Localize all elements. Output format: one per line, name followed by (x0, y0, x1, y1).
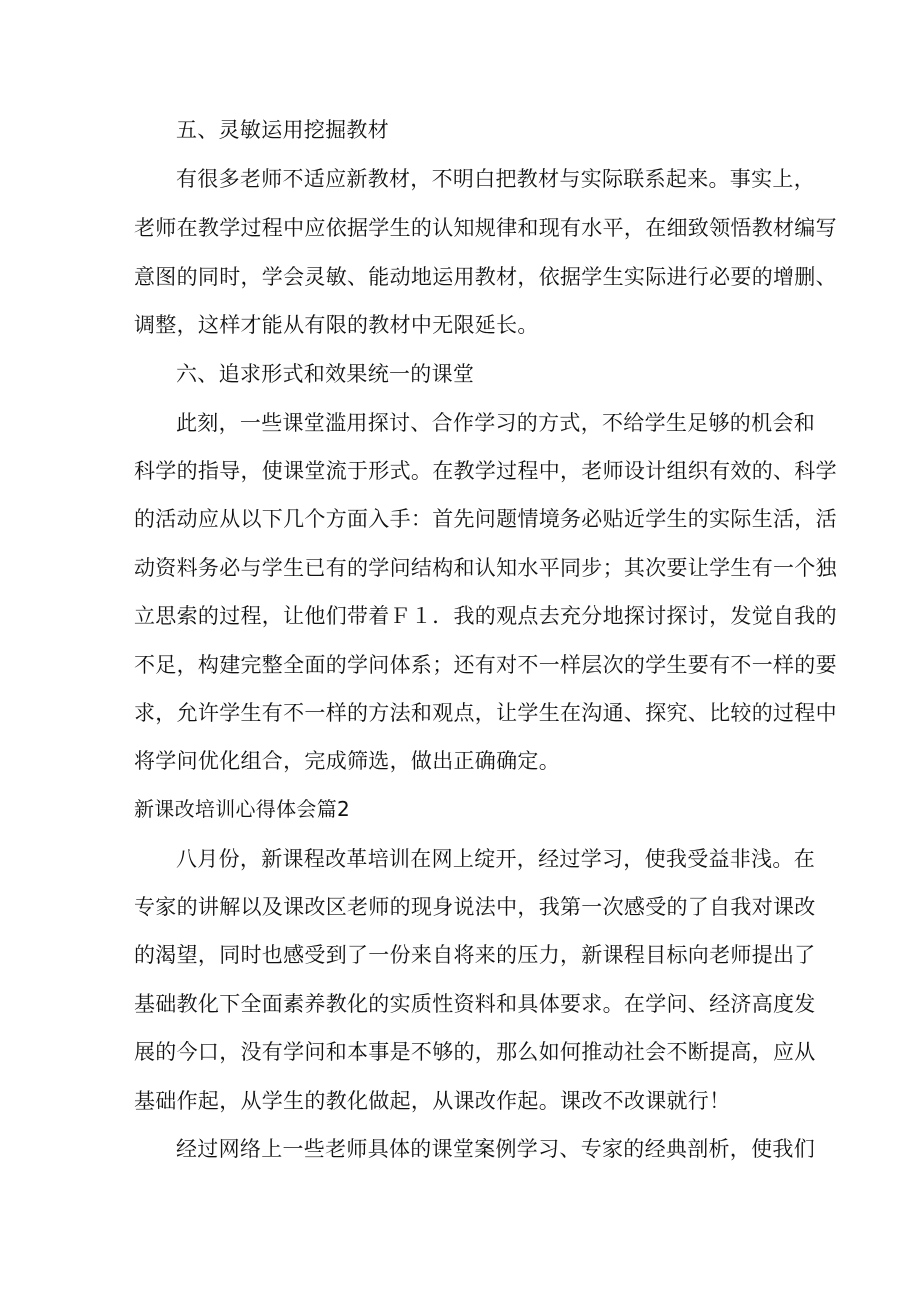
paragraph-line: 求，允许学生有不一样的方法和观点，让学生在沟通、探究、比较的过程中 (134, 701, 837, 725)
paragraph-line: 基础教化下全面素养教化的实质性资料和具体要求。在学问、经济高度发 (134, 992, 816, 1016)
paragraph-line: 的渴望，同时也感受到了一份来自将来的压力，新课程目标向老师提出了 (134, 943, 816, 967)
paragraph-line: 有很多老师不适应新教材，不明白把教材与实际联系起来。事实上， (176, 167, 815, 191)
section-heading-6: 六、追求形式和效果统一的课堂 (176, 362, 475, 386)
paragraph-line: 不足，构建完整全面的学问体系；还有对不一样层次的学生要有不一样的要 (134, 653, 837, 677)
paragraph-line: 意图的同时，学会灵敏、能动地运用教材，依据学生实际进行必要的增删、 (134, 265, 837, 289)
paragraph-line: 基础作起，从学生的教化做起，从课改作起。课改不改课就行！ (134, 1089, 731, 1113)
paragraph-line: 专家的讲解以及课改区老师的现身说法中，我第一次感受的了自我对课改 (134, 895, 816, 919)
paragraph-line: 八月份，新课程改革培训在网上绽开，经过学习，使我受益非浅。在 (176, 847, 815, 871)
paragraph-line: 此刻，一些课堂滥用探讨、合作学习的方式，不给学生足够的机会和 (176, 411, 815, 435)
section-heading-5: 五、灵敏运用挖掘教材 (176, 118, 389, 142)
paragraph-line: 调整，这样才能从有限的教材中无限延长。 (134, 313, 539, 337)
paragraph-line: 立思索的过程，让他们带着Ｆ１．我的观点去充分地探讨探讨，发觉自我的 (134, 604, 837, 628)
paragraph-line: 科学的指导，使课堂流于形式。在教学过程中，老师设计组织有效的、科学 (134, 459, 837, 483)
paragraph-line: 展的今口，没有学问和本事是不够的，那么如何推动社会不断提高，应从 (134, 1040, 816, 1064)
paragraph-line: 动资料务必与学生已有的学问结构和认知水平同步；其次要让学生有一个独 (134, 556, 837, 580)
paragraph-line: 经过网络上一些老师具体的课堂案例学习、专家的经典剖析，使我们 (176, 1137, 815, 1161)
paragraph-line: 将学问优化组合，完成筛选，做出正确确定。 (134, 749, 560, 773)
article-title: 新课改培训心得体会篇2 (134, 797, 351, 821)
paragraph-line: 老师在教学过程中应依据学生的认知规律和现有水平，在细致领悟教材编写 (134, 216, 837, 240)
paragraph-line: 的活动应从以下几个方面入手：首先问题情境务必贴近学生的实际生活，活 (134, 507, 837, 531)
